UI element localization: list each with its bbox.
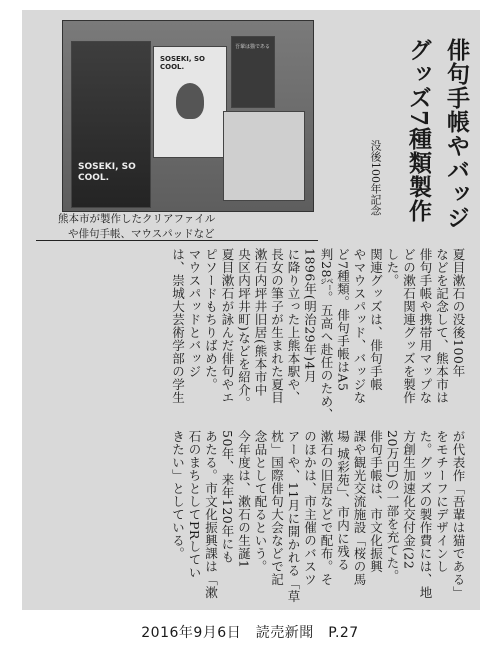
caption-line-2: や俳句手帳、マウスパッドなど [68,228,215,240]
clear-file-main [71,41,151,208]
article-column: した。 [385,248,400,287]
article-column: ど7種類。俳句手帳はA5 [335,248,351,392]
photo-caption [58,212,318,242]
article-column: やマウスパッド、バッジな [352,248,367,404]
article-column: 関連グッズは、俳句手帳 [368,248,384,391]
article-column: ピソードもちりばめた。 [203,248,219,391]
article-column: 夏目漱石が詠んだ俳句やエ [220,248,235,404]
article-column: 央区内坪井町)などを紹介。 [236,248,252,410]
article-column: 俳句手帳は、市文化振興 [368,430,384,573]
article-column: 枕」国際俳句大会などで記 [269,430,285,586]
source-footer: 2016年9月6日 読売新聞 P.27 [141,625,359,641]
headline-subtitle: 没後100年記念 [369,140,382,216]
article-column: 1896年(明治29年)4月 [302,248,318,383]
article-column: 長女の筆子が生まれた夏目 [269,248,285,404]
article-column: 漱石内坪井旧居(熊本市中 [253,248,268,397]
newspaper-clipping [22,10,480,610]
caption-line-1: 熊本市が製作したクリアファイル [58,213,216,225]
clear-file-portrait-text: SOSEKI, SO COOL. [160,55,205,71]
article-column: のほかは、市主催のバスツ [302,430,318,586]
article-column: に降り立った上熊本駅や、 [286,248,301,404]
article-column: 夏目漱石の没後100年 [451,248,466,378]
divider [36,240,318,241]
article-column: アーや、11月に開かれる「草 [286,430,301,603]
article-column: は、崇城大芸術学部の学生 [170,248,186,404]
clear-file-portrait [153,46,227,158]
clear-file-main-text: SOSEKI, SO COOL. [78,162,136,183]
haiku-notebook [231,36,275,108]
mouse-pad [223,111,305,201]
article-body-upper [169,430,466,603]
headline-line-1: 俳句手帳やバッジ [443,38,470,230]
portrait-icon [176,83,204,119]
article-column: あたる。市文化振興課は「漱 [203,430,219,599]
article-column: 俳句手帳や携帯用マップな [418,248,433,404]
article-column: などを記念して、熊本市は [434,248,450,404]
article-column: 20万円)の一部を充てた。 [385,430,400,583]
article-column: 漱石の旧居などで配布。そ [319,430,334,586]
article-column: 課や観光交流施設「桜の馬 [352,430,367,586]
article-column: きたい」としている。 [170,430,186,560]
headline-line-2: グッズ7種類製作 [405,38,432,224]
article-column: 判28㌻。五高へ赴任のため、 [319,248,334,421]
article-column: た。グッズの製作費には、地 [418,430,433,599]
article-column: 念品として配るという。 [253,430,268,573]
article-column: マウスパッドとバッジ [187,248,202,378]
article-column: 石のまちとしてPRしてい [187,430,202,579]
article-column: 50年、来年120年にも [220,430,235,564]
article-column: 場 城彩苑」、市内に残る [335,430,351,572]
article-column: をモチーフにデザインし [434,430,450,573]
article-column: どの漱石関連グッズを製作 [401,248,417,404]
haiku-notebook-title: 吾輩は猫である [235,44,271,50]
article-column: 今年度は、漱石の生誕1 [236,430,252,569]
article-photo [62,20,314,212]
article-column: 方創生加速化交付金(22 [401,430,417,570]
article-column: が代表作「吾輩は猫である」 [451,430,466,599]
